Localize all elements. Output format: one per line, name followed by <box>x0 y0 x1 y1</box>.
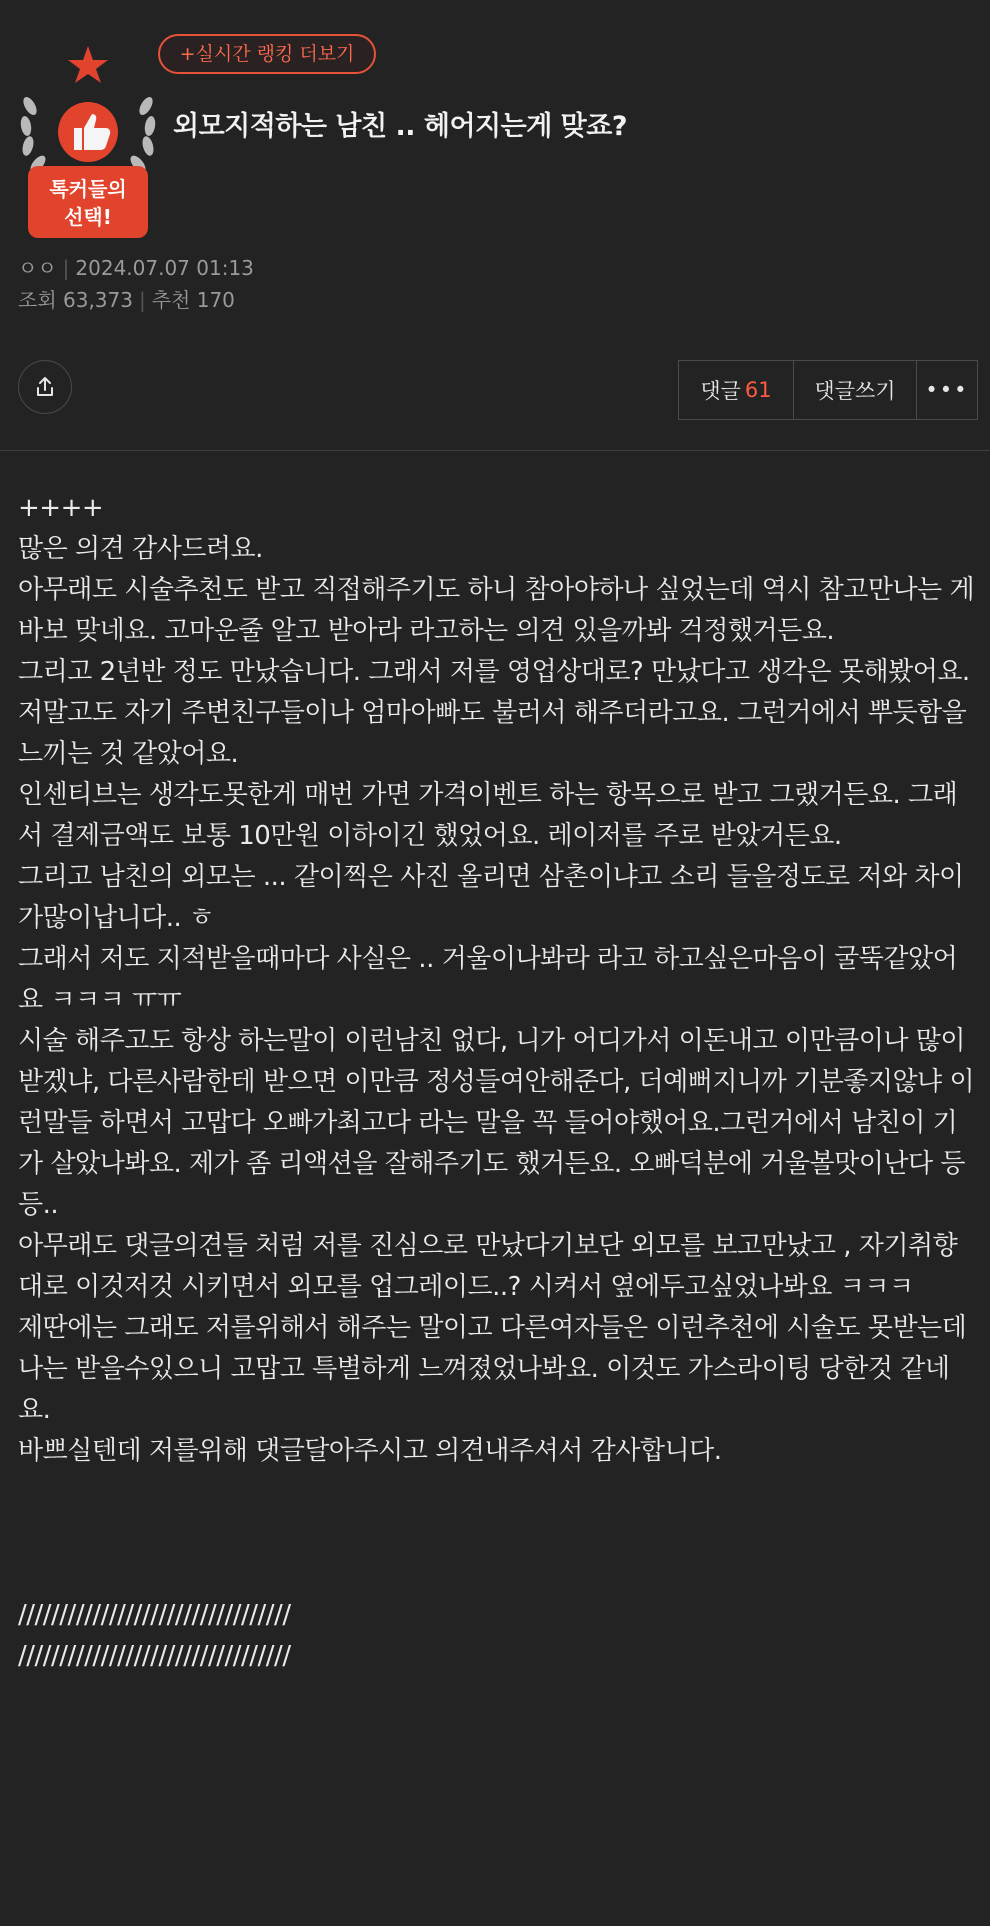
post-body <box>18 488 978 1677</box>
recommend-label: 추천 <box>151 288 191 312</box>
more-options-button[interactable]: ••• <box>925 378 969 402</box>
views-label: 조회 <box>18 288 57 312</box>
badge-line2: 선택! <box>64 205 112 229</box>
write-comment-button[interactable]: 댓글쓰기 <box>794 361 917 419</box>
body-line: 제딴에는 그래도 저를위해서 해주는 말이고 다른여자들은 이런추천에 시술도 못받는데 나는 받을수있으니 고맙고 특별하게 느껴졌었나봐요. 이것도 가스라이팅 당한것 같네요. <box>18 1313 967 1425</box>
views-count: 63,373 <box>63 288 133 312</box>
comments-button[interactable] <box>679 361 794 419</box>
body-line: 그래서 저도 지적받을때마다 사실은 .. 거울이나봐라 라고 하고싶은마음이 굴뚝같았어요 ㅋㅋㅋ ㅠㅠ <box>18 944 958 1015</box>
comment-actions <box>678 360 978 420</box>
body-line: 바쁘실텐데 저를위해 댓글달아주시고 의견내주셔서 감사합니다. <box>18 1436 722 1466</box>
post-title: 외모지적하는 남친 .. 헤어지는게 맞죠? <box>173 111 628 142</box>
trophy-thumbs-up-icon <box>18 44 158 240</box>
post-meta-stats: 조회 63,373 | 추천 170 <box>18 288 235 312</box>
body-line: 많은 의견 감사드려요. <box>18 534 263 564</box>
share-icon <box>33 375 57 399</box>
body-line: ++++ <box>18 493 104 523</box>
comments-count: 61 <box>744 378 772 402</box>
post-meta-author-date: ㅇㅇ | 2024.07.07 01:13 <box>18 256 254 280</box>
share-button[interactable] <box>18 360 72 414</box>
body-spacer <box>18 1472 978 1595</box>
badge-line1: 톡커들의 <box>49 177 127 201</box>
author-name[interactable]: ㅇㅇ <box>18 256 57 280</box>
body-line: 아무래도 댓글의견들 처럼 저를 진심으로 만났다기보단 외모를 보고만났고 , 자기취향대로 이것저것 시키면서 외모를 업그레이드..? 시켜서 옆에두고싶었나봐요 ㅋㅋㅋ <box>18 1231 958 1302</box>
comments-label: 댓글 <box>700 379 741 403</box>
body-line: 인센티브는 생각도못한게 매번 가면 가격이벤트 하는 항목으로 받고 그랬거든요. 그래서 결제금액도 보통 10만원 이하이긴 했었어요. 레이저를 주로 받았거든요. <box>18 780 958 851</box>
body-line: 시술 해주고도 항상 하는말이 이런남친 없다, 니가 어디가서 이돈내고 이만큼이나 많이받겠냐, 다른사람한테 받으면 이만큼 정성들여안해준다, 더예뻐지니까 기분좋지않냐 이런말들 하면서 고맙다 오빠가최고다 라는 말을 꼭 들어야했어요.그런거에서 남친이 기가 살았나봐요. 제가 좀 리액션을 잘해주기도 했거든요. 오빠덕분에 거울볼맛이난다 등등.. <box>18 1026 975 1220</box>
recommend-count: 170 <box>196 288 235 312</box>
footer-line: ///////////////////////////////// <box>18 1641 291 1671</box>
body-line: 그리고 2년반 정도 만났습니다. 그래서 저를 영업상대로? 만났다고 생각은 못해봤어요. 저말고도 자기 주변친구들이나 엄마아빠도 불러서 해주더라고요. 그런거에서 뿌듯함을 느끼는 것 같았어요. <box>18 657 970 769</box>
body-line: 그리고 남친의 외모는 ... 같이찍은 사진 올리면 삼촌이냐고 소리 들을정도로 저와 차이가많이납니다.. ㅎ <box>18 862 964 933</box>
talkers-choice-badge <box>18 44 158 240</box>
realtime-ranking-button[interactable]: +실시간 랭킹 더보기 <box>158 34 376 74</box>
header-divider <box>0 450 990 451</box>
body-line: 아무래도 시술추천도 받고 직접해주기도 하니 참아야하나 싶었는데 역시 참고만나는 게 바보 맞네요. 고마운줄 알고 받아라 라고하는 의견 있을까봐 걱정했거든요. <box>18 575 975 646</box>
footer-line: ///////////////////////////////// <box>18 1600 291 1630</box>
post-datetime: 2024.07.07 01:13 <box>75 256 254 280</box>
